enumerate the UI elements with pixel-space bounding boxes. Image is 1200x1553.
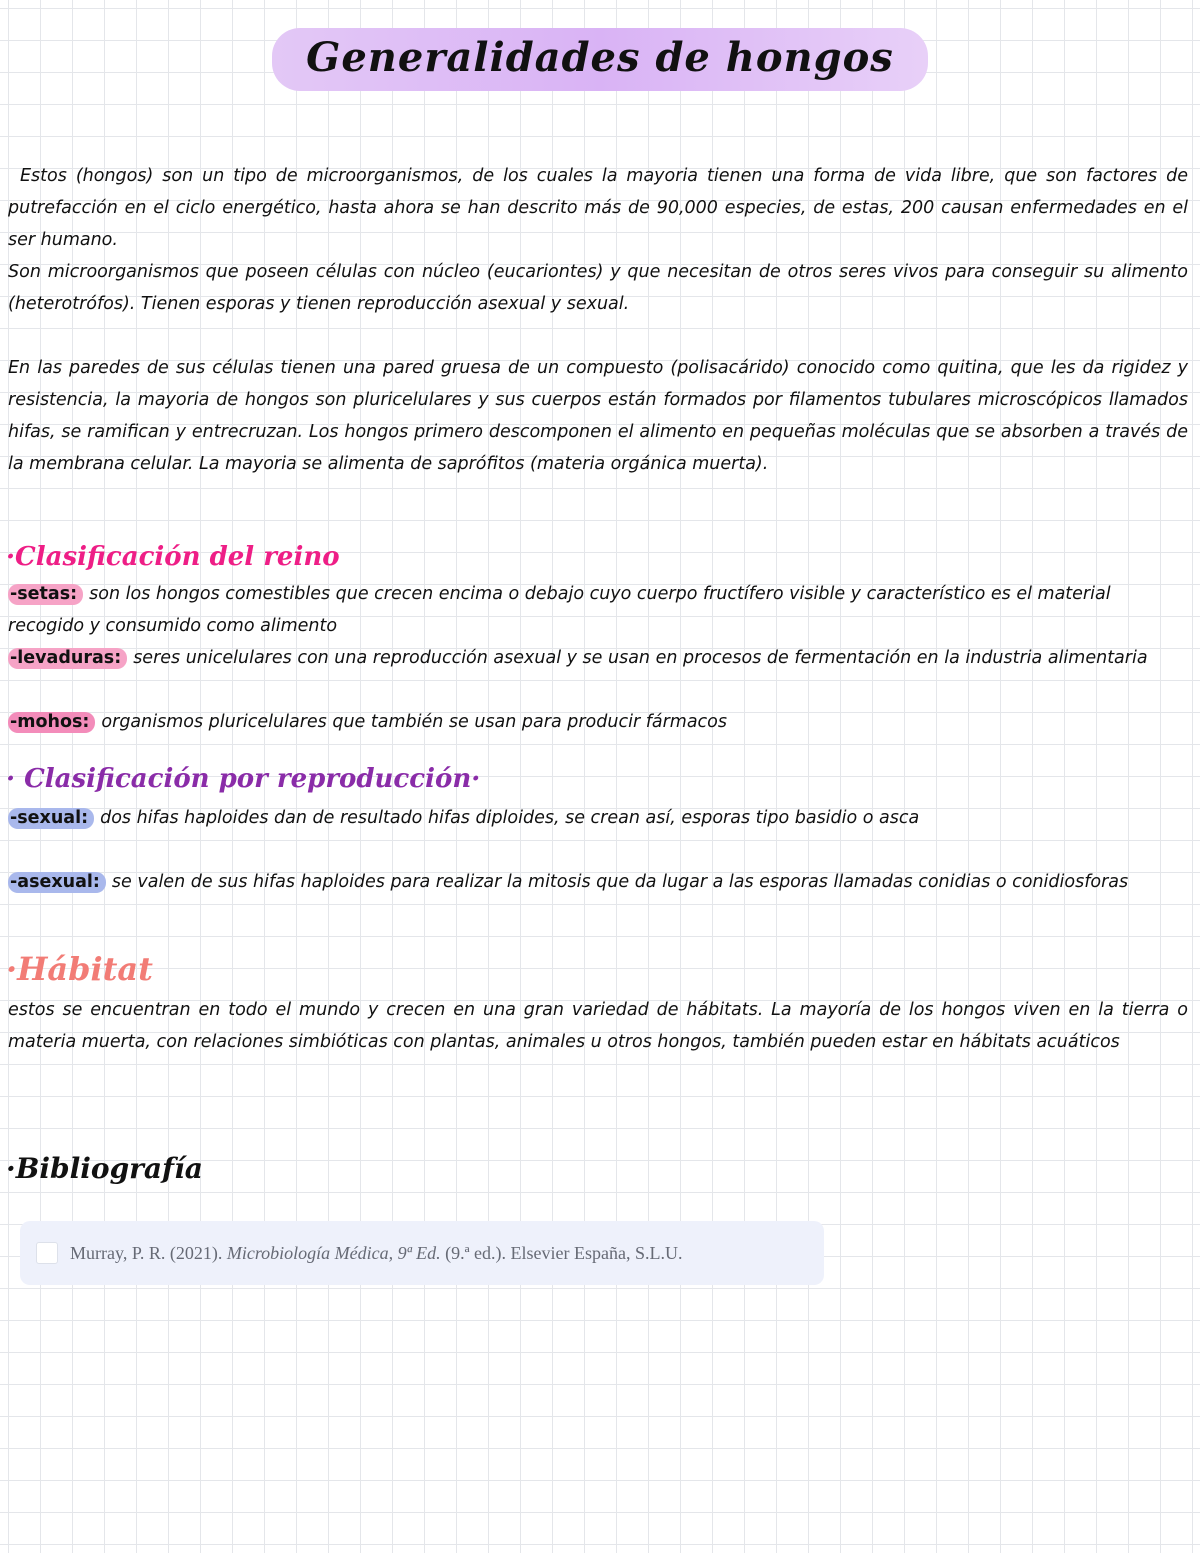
term-levaduras: -levaduras:: [8, 648, 127, 669]
entry-asexual-text: se valen de sus hifas haploides para realizar la mitosis que da lugar a las esporas llamadas conidias o conidiosforas: [111, 872, 1129, 892]
heading-bibliografia: ·Bibliografía: [6, 1152, 203, 1185]
reference-text: [70, 1243, 683, 1264]
title-container: [0, 28, 1200, 91]
entry-sexual: [8, 802, 1188, 834]
reference-authors: Murray, P. R. (2021).: [70, 1242, 227, 1263]
term-asexual: -asexual:: [8, 872, 106, 893]
intro-paragraph-1: Estos (hongos) son un tipo de microorganismos, de los cuales la mayoria tienen una forma de vida libre, que son factores de putrefacción en el ciclo energético, hasta ahora se han descrito más de 90,000 especies, de estas, 200 causan enfermedades en el ser humano.: [8, 166, 1188, 250]
entry-setas-text: son los hongos comestibles que crecen encima o debajo cuyo cuerpo fructífero visible y característico es el material recogido y consumido como alimento: [8, 584, 1111, 636]
reference-book-title: Microbiología Médica, 9ª Ed.: [226, 1242, 441, 1263]
heading-clasificacion-reino: ·Clasificación del reino: [6, 542, 340, 572]
entry-setas: [8, 578, 1188, 642]
page-title: Generalidades de hongos: [272, 28, 928, 91]
entry-asexual: [8, 866, 1188, 898]
term-mohos: -mohos:: [8, 712, 95, 733]
term-setas: -setas:: [8, 584, 83, 605]
term-sexual: -sexual:: [8, 808, 94, 829]
entry-levaduras-text: seres unicelulares con una reproducción asexual y se usan en procesos de fermentación en la industria alimentaria: [133, 648, 1148, 668]
reference-card: [20, 1221, 824, 1285]
reference-publisher: (9.ª ed.). Elsevier España, S.L.U.: [440, 1242, 683, 1263]
habitat-paragraph: estos se encuentran en todo el mundo y crecen en una gran variedad de hábitats. La mayoría de los hongos viven en la tierra o materia muerta, con relaciones simbióticas con plantas, animales u otros hongos, también pueden estar en hábitats acuáticos: [8, 1000, 1188, 1052]
heading-clasificacion-reproduccion: · Clasificación por reproducción·: [6, 764, 481, 794]
heading-habitat: ·Hábitat: [6, 950, 153, 988]
entry-sexual-text: dos hifas haploides dan de resultado hifas diploides, se crean así, esporas tipo basidio o asca: [100, 808, 920, 828]
entry-levaduras: [8, 642, 1188, 674]
intro-paragraph-3: En las paredes de sus células tienen una pared gruesa de un compuesto (polisacárido) conocido como quitina, que les da rigidez y resistencia, la mayoria de hongos son pluricelulares y sus cuerpos están formados por filamentos tubulares microscópicos llamados hifas, se ramifican y entrecruzan. Los hongos primero descomponen el alimento en pequeñas moléculas que se absorben a través de la membrana celular. La mayoria se alimenta de saprófitos (materia orgánica muerta).: [8, 358, 1188, 474]
entry-mohos: [8, 706, 1188, 738]
entry-mohos-text: organismos pluricelulares que también se usan para producir fármacos: [101, 712, 727, 732]
reference-checkbox[interactable]: [36, 1242, 58, 1264]
intro-paragraph-2: Son microorganismos que poseen células con núcleo (eucariontes) y que necesitan de otros seres vivos para conseguir su alimento (heterotrófos). Tienen esporas y tienen reproducción asexual y sexual.: [8, 262, 1188, 314]
